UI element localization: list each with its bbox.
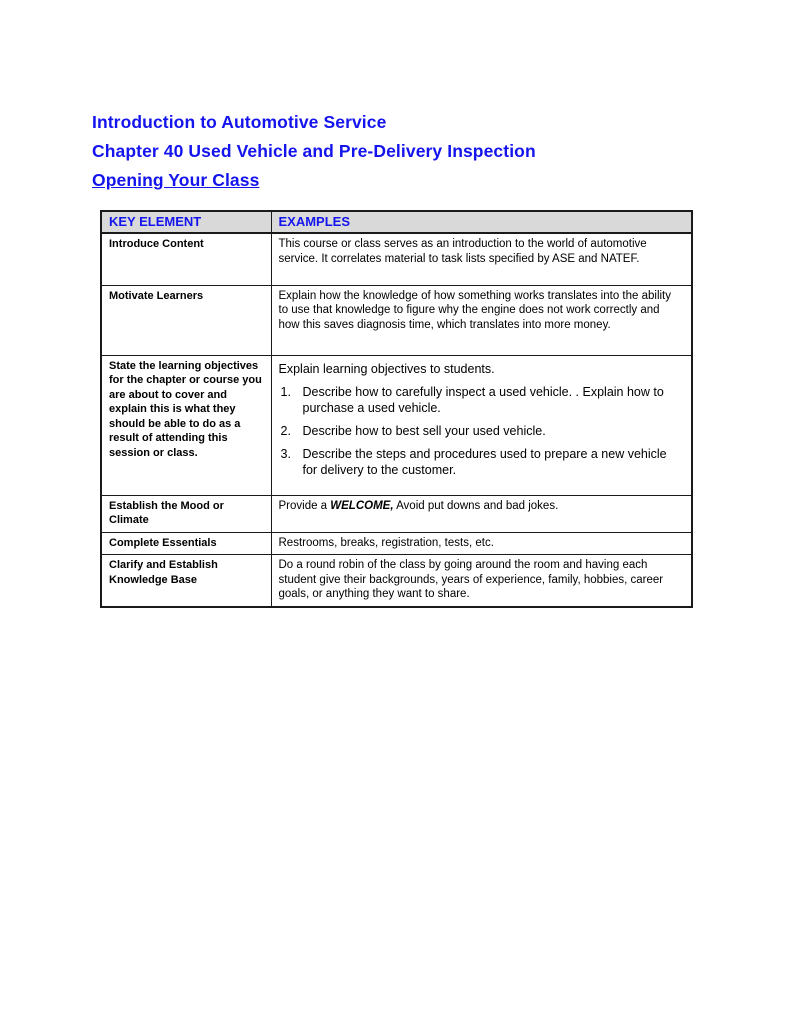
- table-row-complete-essentials: [101, 532, 692, 555]
- key-cell: Complete Essentials: [101, 532, 271, 555]
- example-cell: Explain how the knowledge of how something works translates into the ability to use that knowledge to figure why the engine does not work correctly and how this saves diagnosis time, which translates into more money.: [271, 285, 692, 355]
- table-row-learning-objectives: [101, 355, 692, 495]
- objective-item: Describe how to carefully inspect a used vehicle. . Explain how to purchase a used vehicle.: [302, 384, 664, 415]
- example-cell: [271, 495, 692, 532]
- title-line-course: Introduction to Automotive Service: [92, 112, 387, 132]
- table-row-clarify-knowledge-base: [101, 555, 692, 607]
- table-row-introduce-content: [101, 233, 692, 285]
- objective-item: Describe the steps and procedures used to prepare a new vehicle for delivery to the customer.: [302, 446, 667, 477]
- title-line-chapter: Chapter 40 Used Vehicle and Pre-Delivery Inspection: [92, 141, 536, 161]
- key-examples-table: [100, 210, 693, 608]
- objectives-intro: Explain learning objectives to students.: [278, 361, 495, 376]
- objective-item: Describe how to best sell your used vehicle.: [302, 423, 546, 438]
- example-cell: This course or class serves as an introduction to the world of automotive service. It correlates material to task lists specified by ASE and NATEF.: [271, 233, 692, 285]
- key-cell: Establish the Mood or Climate: [101, 495, 271, 532]
- objectives-list: [279, 384, 684, 478]
- example-cell: Restrooms, breaks, registration, tests, etc.: [271, 532, 692, 555]
- table-row-establish-mood: [101, 495, 692, 532]
- example-cell: [271, 355, 692, 495]
- key-cell: State the learning objectives for the chapter or course you are about to cover and explain this is what they should be able to do as a result of attending this session or class.: [101, 355, 271, 495]
- table-header-examples: EXAMPLES: [271, 211, 692, 233]
- example-cell: Do a round robin of the class by going around the room and having each student give their backgrounds, years of experience, family, hobbies, career goals, or anything they want to share.: [271, 555, 692, 607]
- example-text-emphasis: WELCOME,: [330, 499, 394, 512]
- key-cell: Clarify and Establish Knowledge Base: [101, 555, 271, 607]
- key-cell: Motivate Learners: [101, 285, 271, 355]
- table-header-key-element: KEY ELEMENT: [101, 211, 271, 233]
- table-row-motivate-learners: [101, 285, 692, 355]
- document-title: [92, 108, 712, 195]
- table-header-row: [101, 211, 692, 233]
- key-cell: Introduce Content: [101, 233, 271, 285]
- example-text-prefix: Provide a: [278, 499, 331, 512]
- example-text-suffix: Avoid put downs and bad jokes.: [393, 499, 559, 512]
- title-line-section: Opening Your Class: [92, 170, 260, 190]
